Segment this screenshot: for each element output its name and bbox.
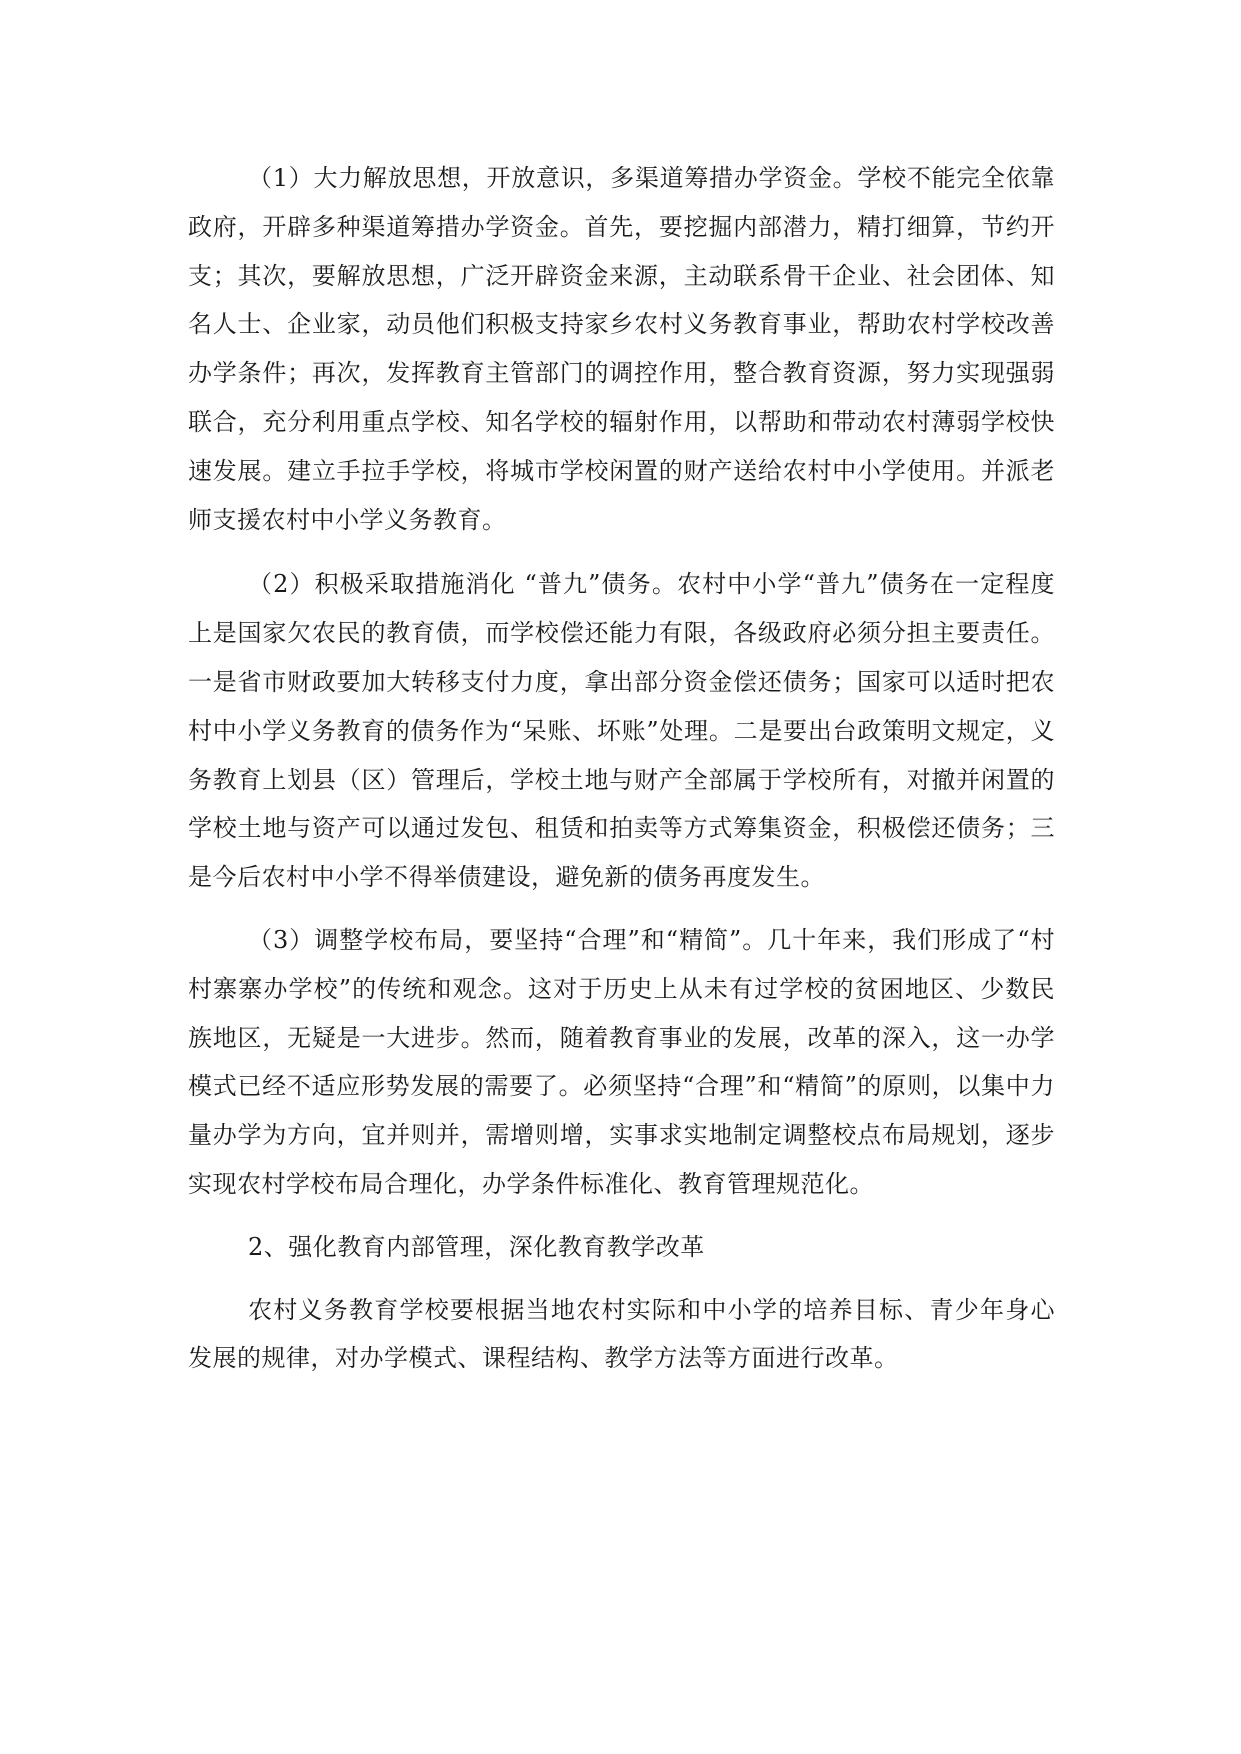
paragraph-2: （2）积极采取措施消化 “普九”债务。农村中小学“普九”债务在一定程度上是国家欠农民的教育债，而学校偿还能力有限，各级政府必须分担主要责任。一是省市财政要加大转移支付力度，拿出部分资金偿还债务；国家可以适时把农村中小学义务教育的债务作为“呆账、坏账”处理。二是要出台政策明文规定，义务教育上划县（区）管理后，学校土地与财产全部属于学校所有，对撤并闲置的学校土地与资产可以通过发包、租赁和拍卖等方式筹集资金，积极偿还债务；三是今后农村中小学不得举债建设，避免新的债务再度发生。 (188, 570, 1055, 892)
paragraph-1: （1）大力解放思想，开放意识，多渠道筹措办学资金。学校不能完全依靠政府，开辟多种渠道筹措办学资金。首先，要挖掘内部潜力，精打细算，节约开支；其次，要解放思想，广泛开辟资金来源，主动联系骨干企业、社会团体、知名人士、企业家，动员他们积极支持家乡农村义务教育事业，帮助农村学校改善办学条件；再次，发挥教育主管部门的调控作用，整合教育资源，努力实现强弱联合，充分利用重点学校、知名学校的辐射作用，以帮助和带动农村薄弱学校快速发展。建立手拉手学校，将城市学校闲置的财产送给农村中小学使用。并派老师支援农村中小学义务教育。 (188, 164, 1055, 534)
section-heading: 2、强化教育内部管理，深化教育教学改革 (248, 1232, 705, 1261)
paragraph-3: （3）调整学校布局，要坚持“合理”和“精简”。几十年来，我们形成了“村村寨寨办学校”的传统和观念。这对于历史上从未有过学校的贫困地区、少数民族地区，无疑是一大进步。然而，随着教育事业的发展，改革的深入，这一办学模式已经不适应形势发展的需要了。必须坚持“合理”和“精简”的原则，以集中力量办学为方向，宜并则并，需增则增，实事求实地制定调整校点布局规划，逐步实现农村学校布局合理化，办学条件标准化、教育管理规范化。 (188, 925, 1055, 1198)
paragraph-5: 农村义务教育学校要根据当地农村实际和中小学的培养目标、青少年身心发展的规律，对办学模式、课程结构、教学方法等方面进行改革。 (188, 1295, 1055, 1373)
